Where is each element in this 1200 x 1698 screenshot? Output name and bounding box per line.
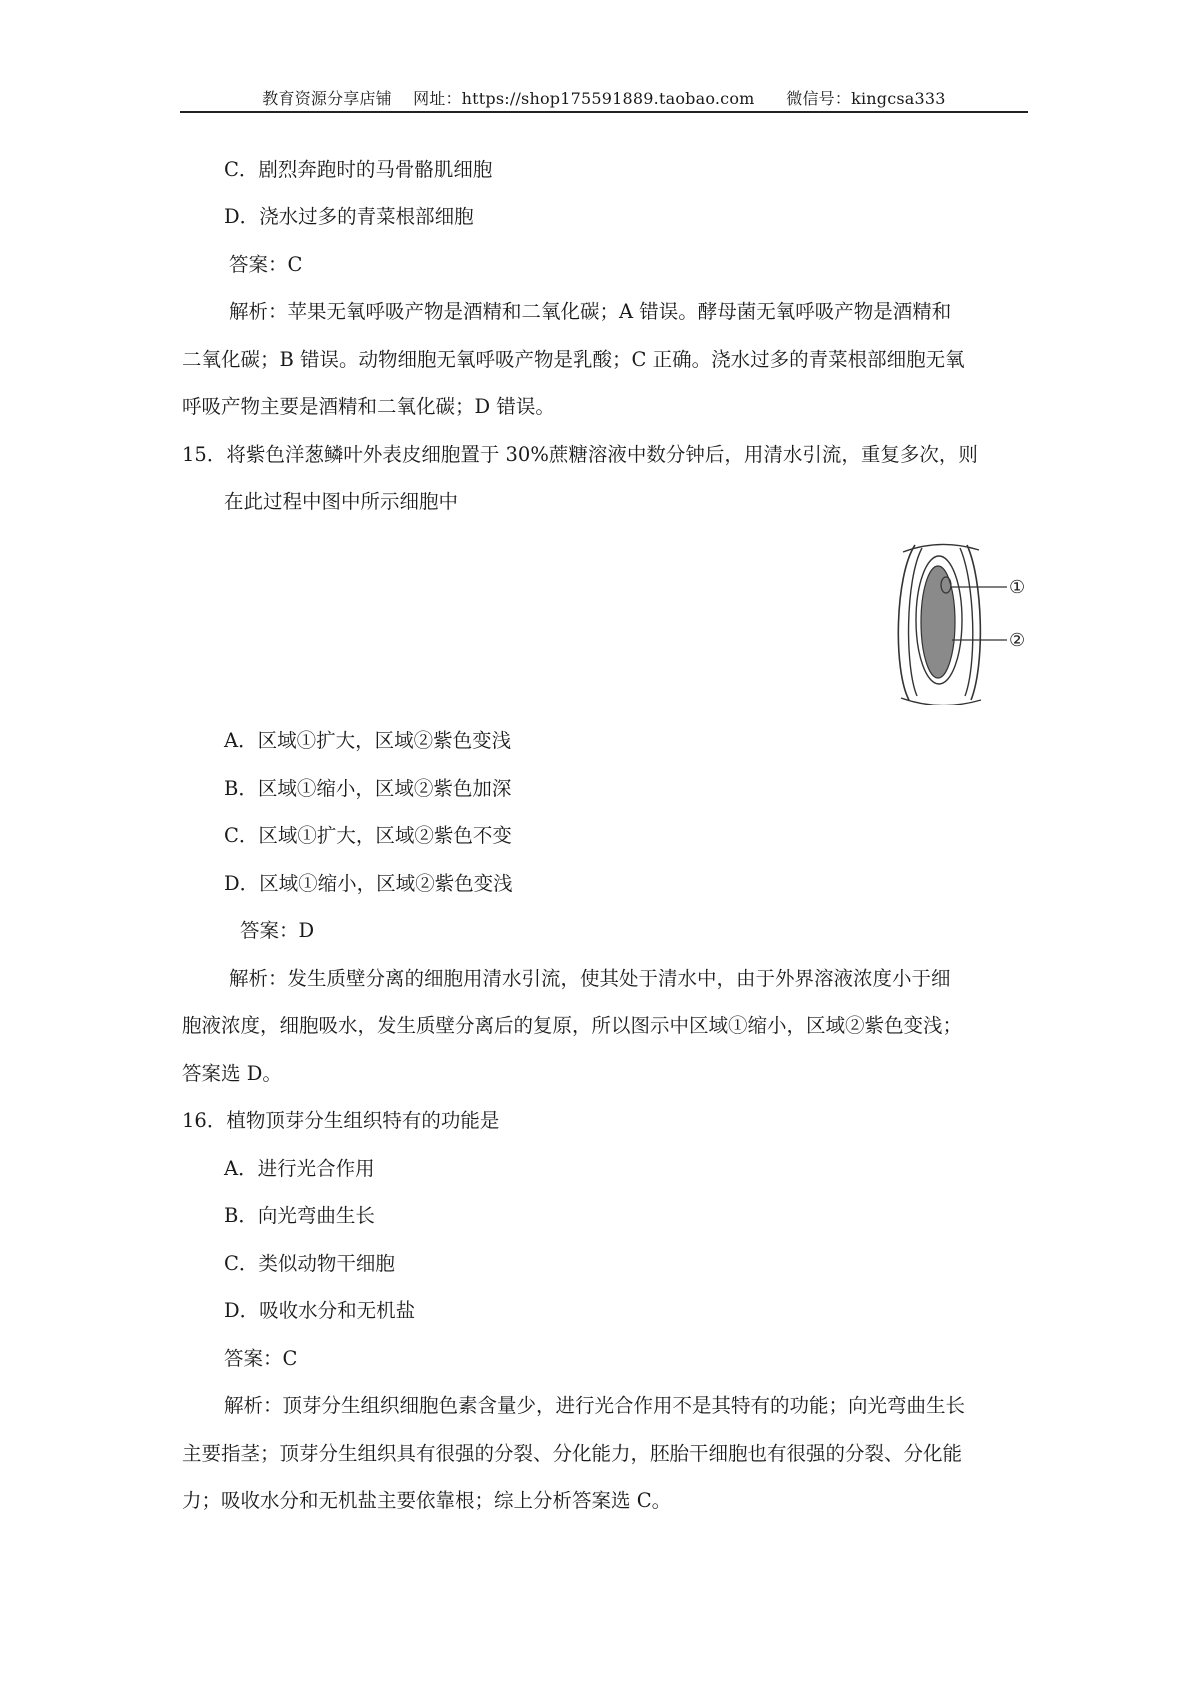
q16-analysis-line-2: 主要指茎；顶芽分生组织具有很强的分裂、分化能力，胚胎干细胞也有很强的分裂、分化能 <box>182 1442 963 1465</box>
figure-label-1: ① <box>1009 577 1026 598</box>
q15-option-a: A．区域①扩大，区域②紫色变浅 <box>224 729 512 752</box>
q16-option-a: A．进行光合作用 <box>224 1157 375 1180</box>
q16-stem: 16．植物顶芽分生组织特有的功能是 <box>182 1109 500 1132</box>
q16-option-b: B．向光弯曲生长 <box>224 1204 375 1227</box>
q16-analysis-line-1: 解析：顶芽分生组织细胞色素含量少，进行光合作用不是其特有的功能；向光弯曲生长 <box>224 1394 966 1417</box>
q14-option-c: C．剧烈奔跑时的马骨骼肌细胞 <box>224 158 493 181</box>
q14-analysis-line-1: 解析：苹果无氧呼吸产物是酒精和二氧化碳；A 错误。酵母菌无氧呼吸产物是酒精和 <box>229 300 952 323</box>
header-wechat: kingcsa333 <box>851 89 946 108</box>
onion-cell-figure <box>895 540 1045 705</box>
q15-analysis-line-3: 答案选 D。 <box>182 1062 282 1085</box>
q15-stem-line-1: 15．将紫色洋葱鳞叶外表皮细胞置于 30%蔗糖溶液中数分钟后，用清水引流，重复多次，则 <box>182 443 978 466</box>
header-wechat-label: 微信号： <box>786 89 852 108</box>
figure-label-2: ② <box>1009 630 1026 651</box>
q16-analysis-line-3: 力；吸收水分和无机盐主要依靠根；综上分析答案选 C。 <box>182 1489 672 1512</box>
vacuole-region <box>921 566 955 678</box>
q14-analysis-line-2: 二氧化碳；B 错误。动物细胞无氧呼吸产物是乳酸；C 正确。浇水过多的青菜根部细胞无氧 <box>182 348 965 371</box>
onion-cell-diagram <box>895 540 1045 705</box>
cell-bottom-edge <box>901 698 981 705</box>
header-url: https://shop175591889.taobao.com <box>461 89 755 108</box>
header-rule <box>180 111 1028 113</box>
q15-option-d: D．区域①缩小，区域②紫色变浅 <box>224 872 513 895</box>
q15-option-c: C．区域①扩大，区域②紫色不变 <box>224 824 512 847</box>
page-header <box>180 86 1028 109</box>
q15-analysis-line-2: 胞液浓度，细胞吸水，发生质壁分离后的复原，所以图示中区域①缩小，区域②紫色变浅； <box>182 1014 963 1037</box>
q14-answer: 答案：C <box>229 253 303 276</box>
header-url-label: 网址： <box>413 89 462 108</box>
header-shop: 教育资源分享店铺 <box>262 89 392 108</box>
q15-answer: 答案：D <box>240 919 315 942</box>
q14-option-d: D．浇水过多的青菜根部细胞 <box>224 205 474 228</box>
q16-option-d: D．吸收水分和无机盐 <box>224 1299 416 1322</box>
q16-answer: 答案：C <box>224 1347 298 1370</box>
q15-option-b: B．区域①缩小，区域②紫色加深 <box>224 777 512 800</box>
q16-option-c: C．类似动物干细胞 <box>224 1252 395 1275</box>
q15-stem-line-2: 在此过程中图中所示细胞中 <box>224 490 459 513</box>
q15-analysis-line-1: 解析：发生质壁分离的细胞用清水引流，使其处于清水中，由于外界溶液浓度小于细 <box>229 967 951 990</box>
q14-analysis-line-3: 呼吸产物主要是酒精和二氧化碳；D 错误。 <box>182 395 555 418</box>
